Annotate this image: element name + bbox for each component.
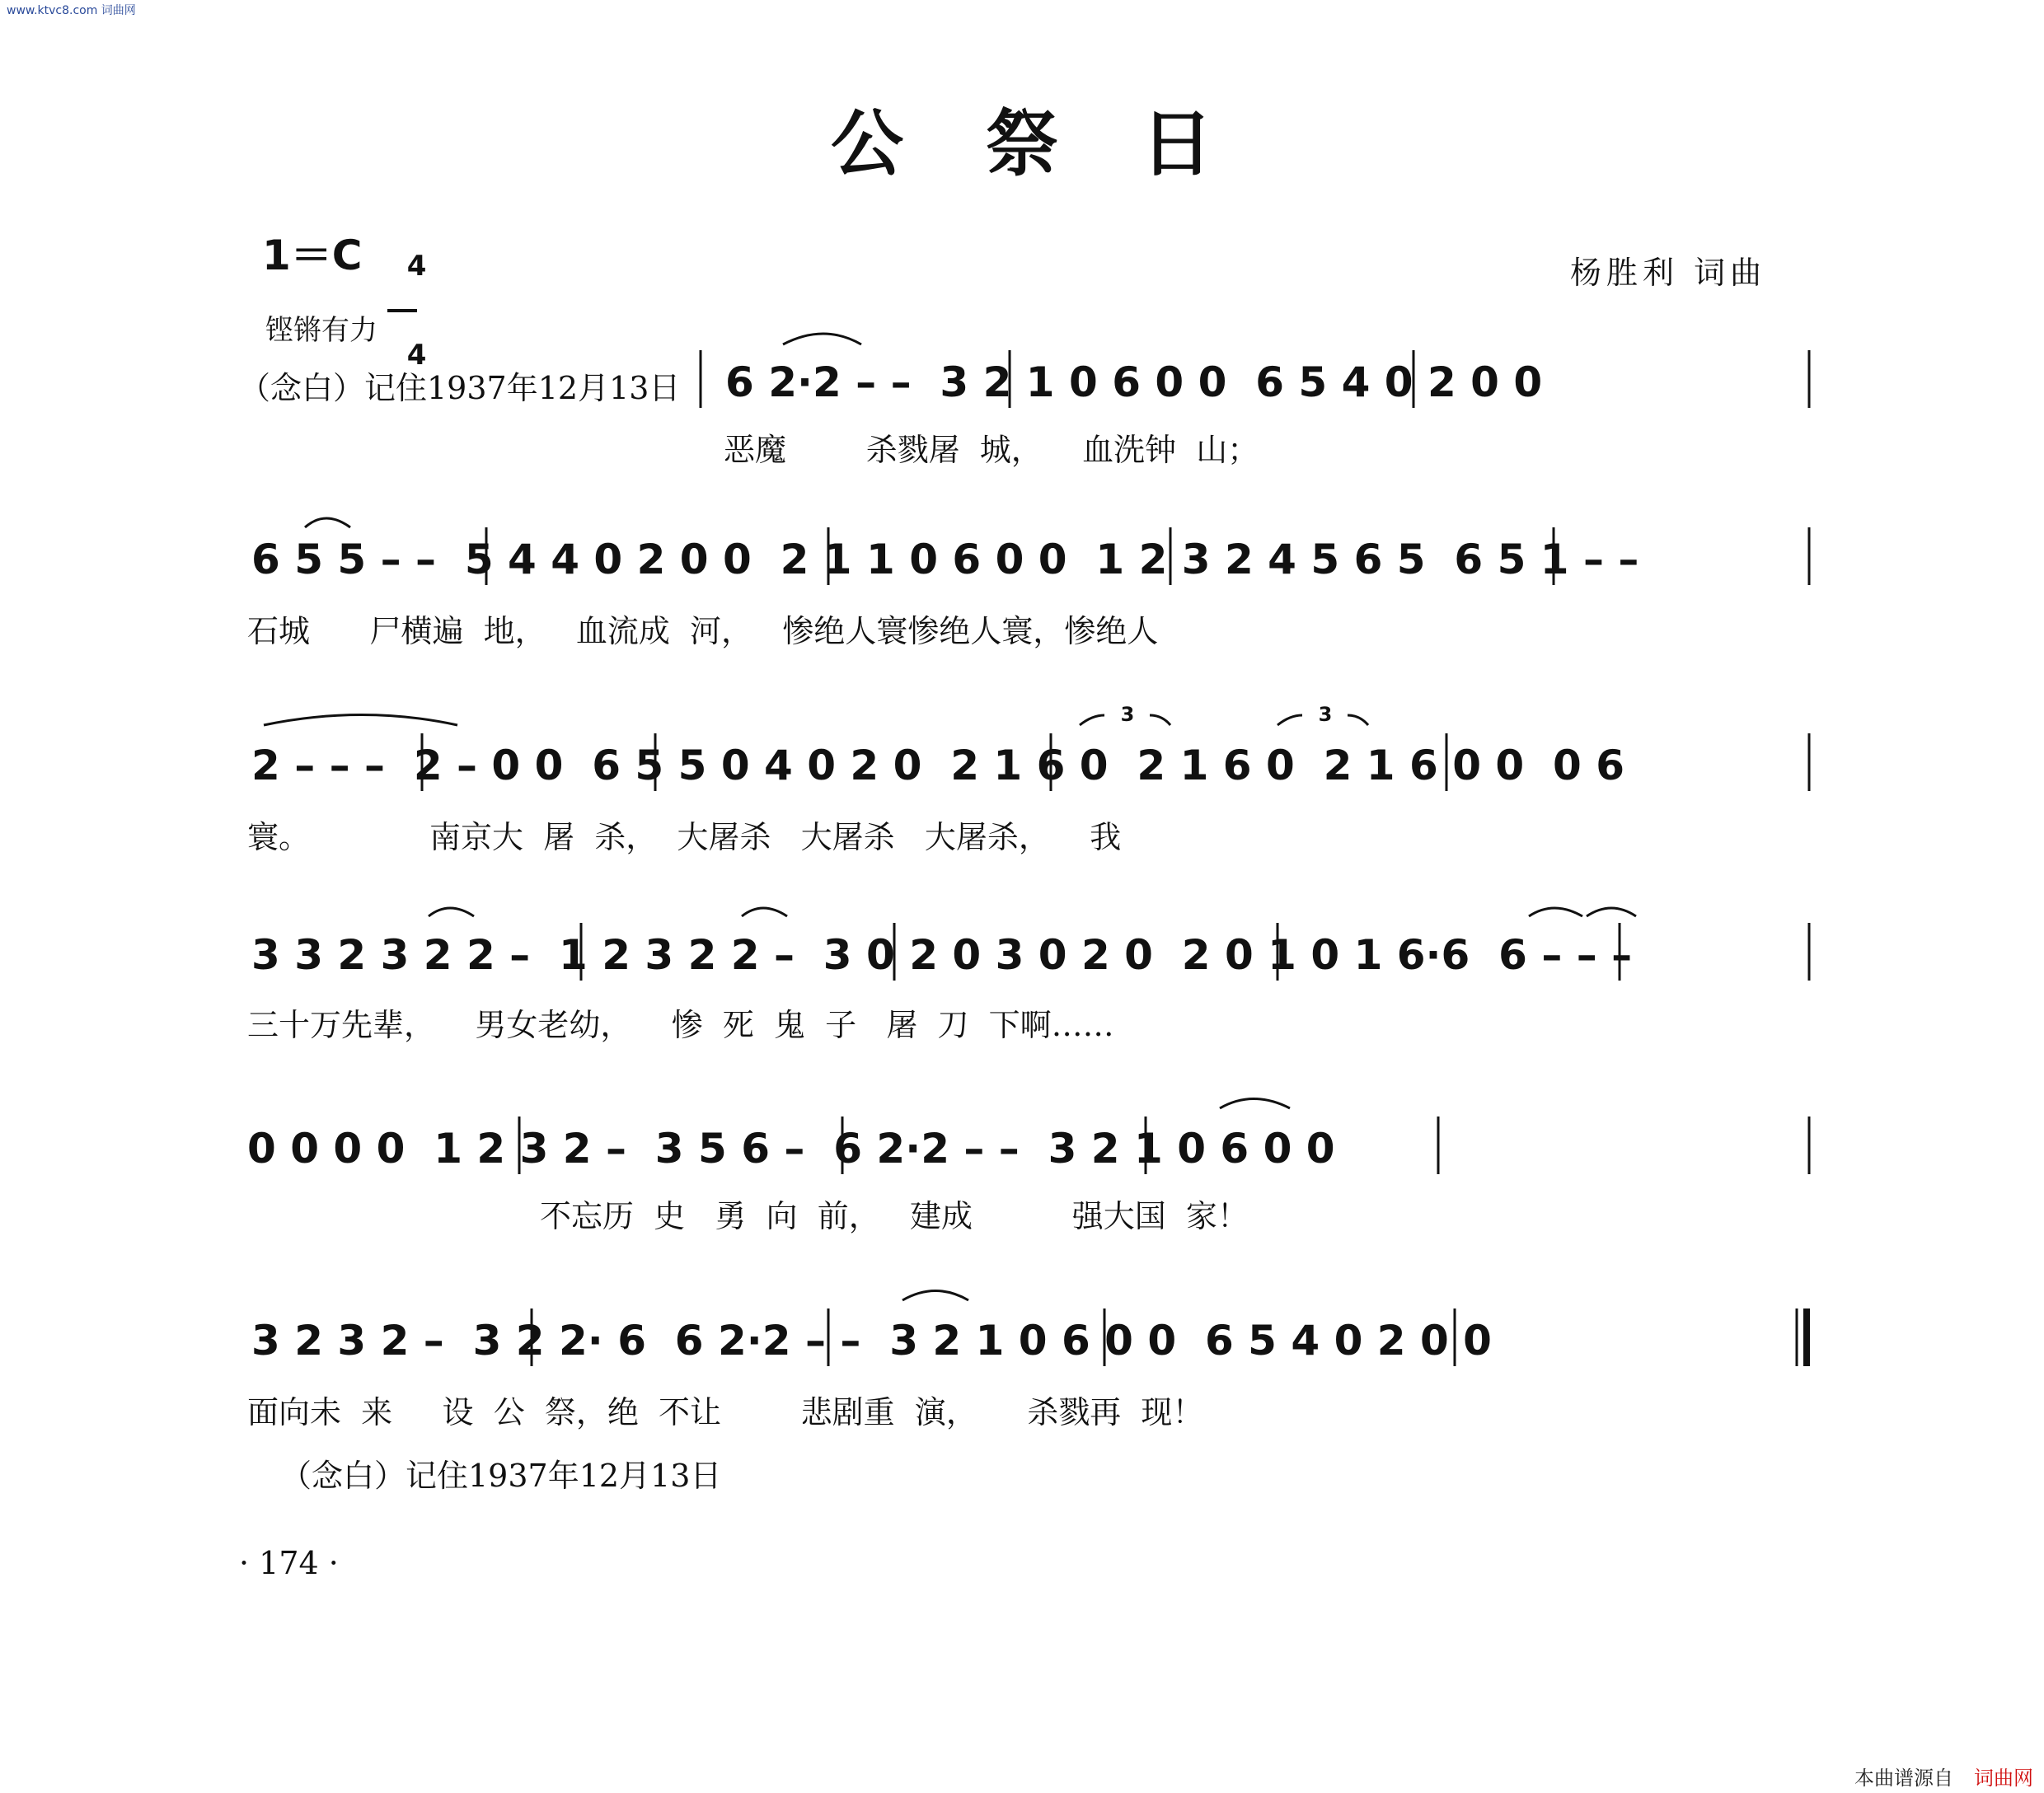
author-credit: 杨胜利 词曲 (1570, 255, 1767, 291)
lyrics-line-2: 石城 尸横遍 地， 血流成 河， 惨绝人寰惨绝人寰，惨绝人 (247, 613, 1159, 649)
triplet-number: 3 (1120, 703, 1135, 726)
slur (1220, 1099, 1290, 1109)
lyrics-line-6: 面向未 来 设 公 祭，绝 不让 悲剧重 演， 杀戮再 现！ (247, 1394, 1204, 1430)
notation-line-3: 2 – – – 2 – 0 0 6 5 5 0 4 0 2 0 2 1 6 0 2 1 6 0 2 1 6 0 0 0 6 (251, 742, 1624, 789)
lyrics-line-1: 恶魔 杀戮屠 城， 血洗钟 山； (724, 432, 1259, 468)
slur (264, 715, 457, 726)
lyrics-line-5: 不忘历 史 勇 向 前， 建成 强大国 家！ (540, 1198, 1249, 1234)
slur (902, 1291, 968, 1301)
recitation-intro: （念白）记住1937年12月13日 (239, 370, 681, 406)
page-number: · 174 · (239, 1545, 339, 1581)
slur (783, 334, 861, 344)
source-site: 词曲网 (1974, 1767, 2033, 1790)
slur (1587, 908, 1636, 916)
tempo-marking: 铿锵有力 (265, 314, 377, 347)
notation-line-2: 6 5 5 – – 5 4 4 0 2 0 0 2 1 1 0 6 0 0 1 2 3 2 4 5 6 5 6 5 1 – – (251, 536, 1639, 583)
lyrics-line-3: 寰。 南京大 屠 杀， 大屠杀 大屠杀 大屠杀， 我 (247, 819, 1122, 855)
recitation-outro: （念白）记住1937年12月13日 (280, 1458, 722, 1494)
slur (305, 518, 350, 527)
slur (742, 908, 787, 916)
time-signature-bottom: 4 (406, 339, 427, 372)
watermark-text: www.ktvc8.com 词曲网 (7, 4, 136, 17)
song-title: 公祭日 (830, 101, 1296, 186)
lyrics-line-4: 三十万先辈， 男女老幼， 惨 死 鬼 子 屠 刀 下啊…… (247, 1007, 1114, 1043)
triplet-number: 3 (1318, 703, 1333, 726)
notation-line-6: 3 2 3 2 – 3 2 2· 6 6 2·2 – – 3 2 1 0 6 0 0 6 5 4 0 2 0 0 (251, 1317, 1492, 1365)
notation-line-1: 6 2·2 – – 3 2 1 0 6 0 0 6 5 4 0 2 0 0 (725, 358, 1543, 406)
notation-line-4: 3 3 2 3 2 2 – 1 2 3 2 2 – 3 0 2 0 3 0 2 0 2 0 1 0 1 6·6 6 – – – (251, 931, 1633, 979)
slur (1529, 908, 1582, 916)
time-signature-top: 4 (406, 250, 427, 283)
source-credit: 本曲谱源自 (1854, 1767, 1953, 1790)
notation-line-5: 0 0 0 0 1 2 3 2 – 3 5 6 – 6 2·2 – – 3 2 1 0 6 0 0 (247, 1125, 1335, 1173)
key-signature: 1＝C (262, 232, 363, 279)
slur (429, 908, 474, 916)
